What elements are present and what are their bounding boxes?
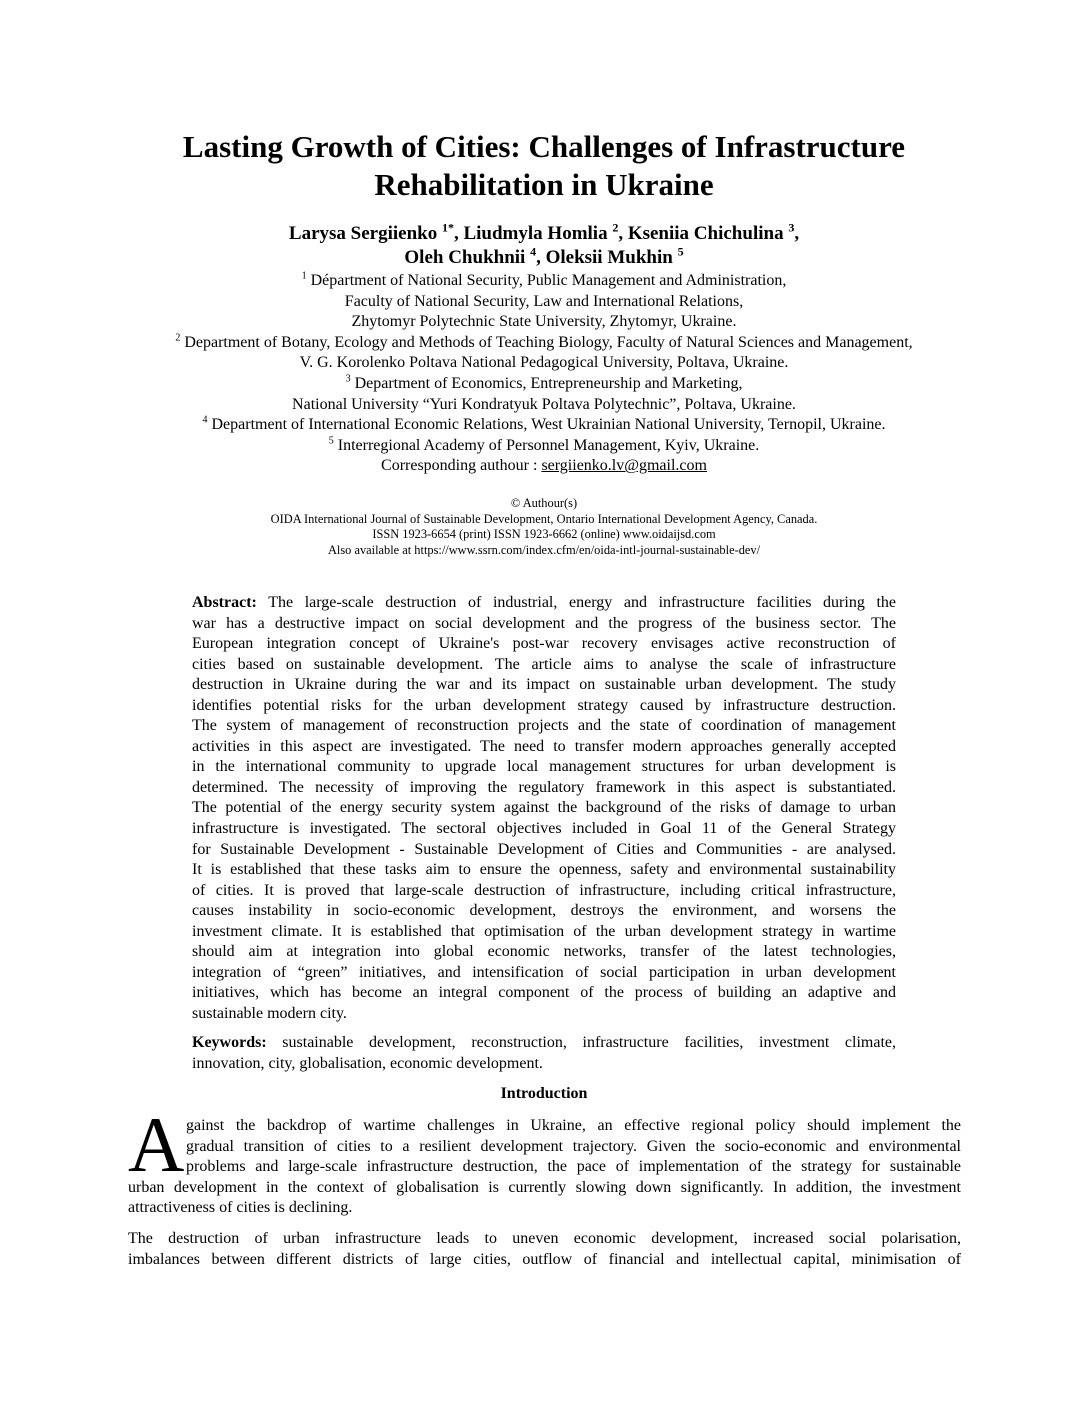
affiliation-line — [100, 353, 988, 374]
abstract-line: initiatives, which has become an integral component of the process of building an adaptive and — [192, 984, 896, 1002]
author-name: Oleksii Mukhin — [545, 247, 673, 268]
affiliation-text: National University “Yuri Kondratyuk Poltava Polytechnic”, Poltava, Ukraine. — [292, 395, 796, 413]
abstract-line: destruction in Ukraine during the war and its impact on sustainable urban development. The study — [192, 676, 896, 694]
intro-line: attractiveness of cities is declining. — [128, 1199, 353, 1216]
affiliation-text: Department of Economics, Entrepreneurship and Marketing, — [354, 374, 743, 392]
abstract-line: cities based on sustainable development. The article aims to analyse the scale of infrastructure — [192, 655, 896, 673]
abstract-line: in the international community to upgrade local management structures for urban development is — [192, 758, 896, 776]
abstract-text: The large-scale destruction of industrial, energy and infrastructure facilities during the — [256, 594, 896, 611]
affiliation-line — [100, 271, 988, 292]
author-affiliation-mark: 1* — [441, 220, 454, 235]
intro-line: problems and large-scale infrastructure destruction, the pace of implementation of the strategy for sustainable — [186, 1158, 961, 1175]
author-list — [120, 222, 968, 270]
author-line-1: Larysa Sergiienko $^{1*}$, Liudmyla Homlia $^2$, Kseniia Chichulina $^3$, — [288, 220, 800, 244]
affiliation-text: V. G. Korolenko Poltava National Pedagogical University, Poltava, Ukraine. — [299, 354, 789, 372]
abstract-line: should aim at integration into global economic networks, transfer of the latest technologies, — [192, 943, 896, 961]
affiliations — [100, 271, 988, 477]
affiliation-text: Interregional Academy of Personnel Management, Kyiv, Ukraine. — [337, 436, 760, 454]
intro-line: The destruction of urban infrastructure leads to uneven economic development, increased social polarisation, — [128, 1230, 961, 1247]
author-name: Kseniia Chichulina — [627, 223, 784, 244]
abstract-line: war has a destructive impact on social development and the progress of the business sector. The — [192, 614, 896, 632]
affiliation-text: Department of International Economic Relations, West Ukrainian National University, Ternopil, Ukraine. — [211, 416, 886, 434]
keywords-line: innovation, city, globalisation, economic development. — [192, 1054, 543, 1072]
abstract-line: of cities. It is proved that large-scale destruction of infrastructure, including critical infrastructure, — [192, 881, 896, 899]
abstract-label: Abstract: — [192, 594, 257, 611]
corresponding-author — [100, 456, 988, 477]
author-line-2: Oleh Chukhnii $^4$, Oleksii Mukhin $^5$ — [404, 244, 684, 268]
abstract-line: European integration concept of Ukraine's post-war recovery envisages active reconstruction of — [192, 635, 896, 653]
abstract-line: identifies potential risks for the urban development strategy caused by infrastructure destruction. — [192, 696, 896, 714]
affiliation-line — [100, 436, 988, 457]
keywords-label: Keywords: — [192, 1034, 267, 1051]
affiliation-text: Départment of National Security, Public Management and Administration, — [310, 272, 787, 289]
affiliation-line — [100, 395, 988, 416]
abstract-line: The potential of the energy security system against the background of the risks of damage to urban — [192, 799, 896, 817]
abstract-line: causes instability in socio-economic development, destroys the environment, and worsens the — [192, 902, 896, 920]
intro-line: gainst the backdrop of wartime challenges in Ukraine, an effective regional policy should implement the — [186, 1117, 961, 1134]
intro-line: gradual transition of cities to a resilient development trajectory. Given the socio-economic and environmental — [186, 1137, 961, 1155]
abstract — [192, 593, 896, 1024]
paper-title — [120, 128, 968, 204]
abstract-line: integration of “green” initiatives, and intensification of social participation in urban development — [192, 963, 896, 981]
introduction-paragraph-2 — [128, 1229, 961, 1270]
author-affiliation-mark: 2 — [612, 220, 619, 235]
affiliation-mark: 4 — [202, 414, 208, 426]
affiliation-text: Faculty of National Security, Law and International Relations, — [344, 292, 744, 310]
drop-cap: A — [128, 1101, 185, 1188]
abstract-line: It is established that these tasks aim to ensure the openness, safety and environmental sustainability — [192, 861, 896, 879]
abstract-line — [192, 593, 896, 614]
introduction-heading: Introduction — [500, 1085, 588, 1102]
affiliation-mark: 5 — [328, 435, 334, 447]
author-affiliation-mark: 5 — [677, 244, 684, 259]
author-affiliation-mark: 3 — [788, 220, 795, 235]
abstract-line: The system of management of reconstruction projects and the state of coordination of management — [192, 717, 896, 735]
abstract-line: sustainable modern city. — [192, 1004, 347, 1022]
corresponding-label: Corresponding authour : — [381, 457, 542, 475]
affiliation-line — [100, 374, 988, 395]
corresponding-email-link[interactable]: sergiienko.lv@gmail.com — [541, 457, 707, 475]
author-name: Liudmyla Homlia — [463, 223, 608, 244]
abstract-line: investment climate. It is established that optimisation of the urban development strategy in wartime — [192, 922, 896, 940]
title-line-2: Rehabilitation in Ukraine — [374, 167, 714, 202]
copyright-line: © Authour(s) — [510, 496, 578, 510]
journal-name-line: OIDA International Journal of Sustainable Development, Ontario International Development Agency, Canada. — [270, 511, 818, 526]
title-line-1: Lasting Growth of Cities: Challenges of Infrastructure — [182, 129, 906, 164]
author-name: Oleh Chukhnii — [404, 247, 526, 268]
affiliation-line — [100, 333, 988, 354]
author-affiliation-mark: 4 — [530, 244, 537, 259]
affiliation-line — [100, 312, 988, 333]
availability-line: Also available at https://www.ssrn.com/index.cfm/en/oida-intl-journal-sustainable-dev/ — [327, 542, 761, 557]
keywords — [192, 1033, 896, 1074]
affiliation-line — [100, 415, 988, 436]
affiliation-mark: 3 — [345, 373, 351, 385]
abstract-line: infrastructure is investigated. The sectoral objectives included in Goal 11 of the General Strategy — [192, 820, 896, 838]
affiliation-text: Department of Botany, Ecology and Methods of Teaching Biology, Faculty of Natural Sciences and Management, — [184, 333, 913, 351]
intro-line: urban development in the context of globalisation is currently slowing down significantly. In addition, the investment — [128, 1178, 961, 1196]
keywords-text: sustainable development, reconstruction, infrastructure facilities, investment climate, — [266, 1034, 896, 1051]
affiliation-mark: 1 — [301, 270, 307, 282]
affiliation-mark: 2 — [175, 332, 181, 344]
journal-info — [120, 496, 968, 558]
affiliation-text: Zhytomyr Polytechnic State University, Zhytomyr, Ukraine. — [351, 313, 737, 331]
abstract-line: determined. The necessity of improving the regulatory framework in this aspect is substantiated. — [192, 778, 896, 796]
keywords-line — [192, 1033, 896, 1054]
affiliation-line — [100, 292, 988, 313]
abstract-line: for Sustainable Development - Sustainable Development of Cities and Communities - are analysed. — [192, 840, 896, 858]
issn-line: ISSN 1923-6654 (print) ISSN 1923-6662 (online) www.oidaijsd.com — [372, 527, 716, 542]
author-name: Larysa Sergiienko — [288, 223, 438, 244]
introduction-paragraph-1 — [128, 1116, 961, 1219]
abstract-line: activities in this aspect are investigated. The need to transfer modern approaches generally accepted — [192, 737, 896, 755]
intro-line: imbalances between different districts of large cities, outflow of financial and intellectual capital, minimisation of — [128, 1250, 961, 1268]
